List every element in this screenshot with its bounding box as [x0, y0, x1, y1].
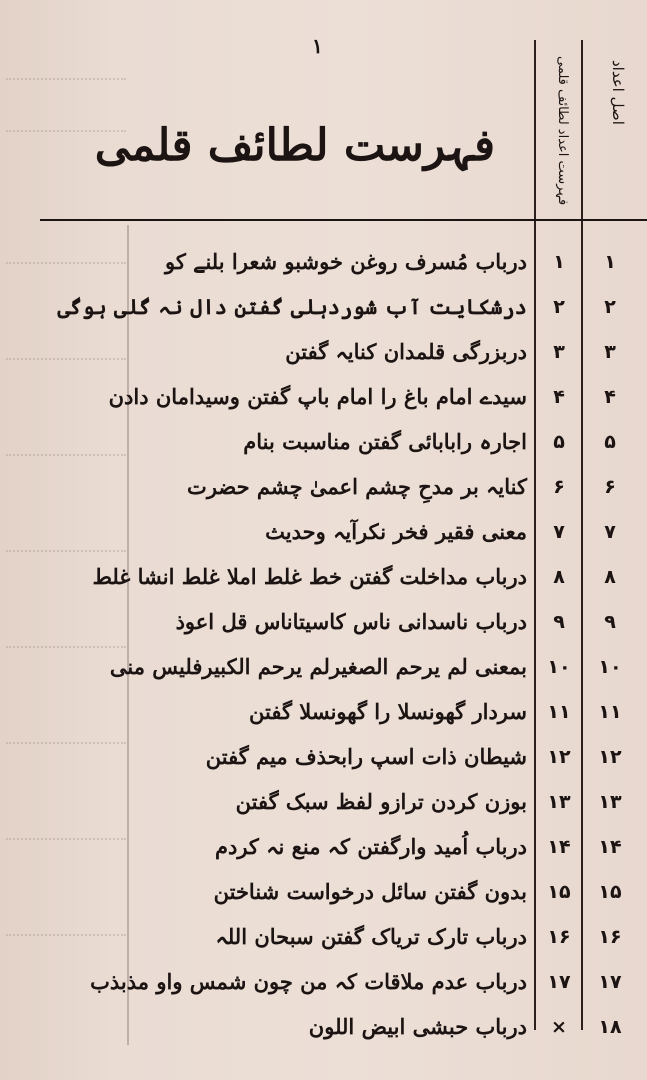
- list-item: [0, 247, 647, 291]
- list-item: [0, 292, 647, 336]
- total-number: ۱۲: [598, 746, 622, 768]
- list-number: ۱۶: [547, 926, 571, 948]
- page-number: ۱: [312, 34, 323, 58]
- entry-title: بوزن کردن ترازو لفظ سبک گفتن: [235, 789, 527, 814]
- list-item: [0, 652, 647, 696]
- list-number: ۱۲: [547, 746, 571, 768]
- total-number: ۱۱: [598, 701, 622, 723]
- total-number: ۱۷: [598, 971, 622, 993]
- list-number: ۳: [553, 341, 565, 363]
- list-number: ۱۴: [547, 836, 571, 858]
- total-number: ۶: [604, 476, 616, 498]
- total-number: ۱۴: [598, 836, 622, 858]
- list-item: [0, 742, 647, 786]
- list-item: [0, 472, 647, 516]
- entry-title: درباب عدم ملاقات کہ من چون شمس واو مذبذب: [90, 969, 527, 994]
- total-number: ۸: [604, 566, 616, 588]
- list-item: [0, 787, 647, 831]
- total-number: ۱۸: [598, 1016, 622, 1038]
- list-number: ×: [551, 1016, 567, 1038]
- entry-title: درباب ناسدانی ناس کاسیتاناس قل اعوذ: [175, 609, 527, 634]
- list-item: [0, 877, 647, 921]
- list-item: [0, 607, 647, 651]
- entry-title: معنی فقیر فخر نکرآیہ وحدیث: [265, 519, 527, 544]
- list-number: ۱۱: [547, 701, 571, 723]
- list-item: [0, 697, 647, 741]
- entry-title: اجارہ رابابائی گفتن مناسبت بنام: [243, 429, 527, 454]
- total-number: ۱۳: [598, 791, 622, 813]
- entry-title: بمعنی لم یرحم الصغیرلم یرحم الکبیرفلیس منی: [109, 654, 527, 679]
- entry-title: درباب تارک تریاک گفتن سبحان اللہ: [215, 924, 527, 949]
- total-number: ۱۶: [598, 926, 622, 948]
- list-number: ۱۳: [547, 791, 571, 813]
- list-number: ۸: [553, 566, 565, 588]
- entry-title: سردار گھونسلا را گھونسلا گفتن: [249, 699, 527, 724]
- entry-title: درباب حبشی ابیض اللون: [308, 1014, 527, 1039]
- entry-title: شیطان ذات اسپ رابحذف میم گفتن: [205, 744, 527, 769]
- total-number: ۴: [604, 386, 616, 408]
- entry-title: درشکایت آب شوردہلی گفتن دال نہ گلی ہوگی: [57, 294, 527, 319]
- total-number: ۹: [604, 611, 616, 633]
- list-number: ۱۵: [547, 881, 571, 903]
- list-item: [0, 967, 647, 1011]
- entry-title: کنایہ بر مدحِ چشم اعمیٰ چشم حضرت: [187, 474, 527, 499]
- list-item: [0, 562, 647, 606]
- list-item: [0, 427, 647, 471]
- total-number: ۱۵: [598, 881, 622, 903]
- list-number: ۱: [553, 251, 565, 273]
- column-header-list: فہرست اعداد لطائف قلمی: [555, 56, 570, 206]
- entry-title: درباب اُمید وارگفتن کہ منع نہ کردم: [214, 834, 527, 859]
- entry-title: درباب مُسرف روغن خوشبو شعرا بلنے کو: [164, 249, 527, 274]
- list-item: [0, 337, 647, 381]
- column-header-total: اصل اعداد: [609, 60, 627, 125]
- total-number: ۲: [604, 296, 616, 318]
- entry-title: بدون گفتن سائل درخواست شناختن: [213, 879, 527, 904]
- entry-title: درباب مداخلت گفتن خط غلط املا غلط انشا غلط: [92, 564, 527, 589]
- list-number: ۴: [553, 386, 565, 408]
- list-item: [0, 517, 647, 561]
- list-item: [0, 922, 647, 966]
- list-number: ۱۷: [547, 971, 571, 993]
- list-number: ۹: [553, 611, 565, 633]
- total-number: ۱: [604, 251, 616, 273]
- list-item: [0, 1012, 647, 1056]
- total-number: ۳: [604, 341, 616, 363]
- total-number: ۵: [604, 431, 616, 453]
- entry-title: دربزرگی قلمدان کنایہ گفتن: [285, 339, 527, 364]
- list-number: ۷: [553, 521, 565, 543]
- list-number: ۲: [553, 296, 565, 318]
- total-number: ۱۰: [598, 656, 622, 678]
- list-number: ۶: [553, 476, 565, 498]
- list-item: [0, 382, 647, 426]
- entry-title: سیدے امام باغ را امام باپ گفتن وسیدامان دادن: [108, 384, 527, 409]
- page-title: فہرست لطائف قلمی: [94, 120, 495, 171]
- list-number: ۱۰: [547, 656, 571, 678]
- list-number: ۵: [553, 431, 565, 453]
- list-item: [0, 832, 647, 876]
- total-number: ۷: [604, 521, 616, 543]
